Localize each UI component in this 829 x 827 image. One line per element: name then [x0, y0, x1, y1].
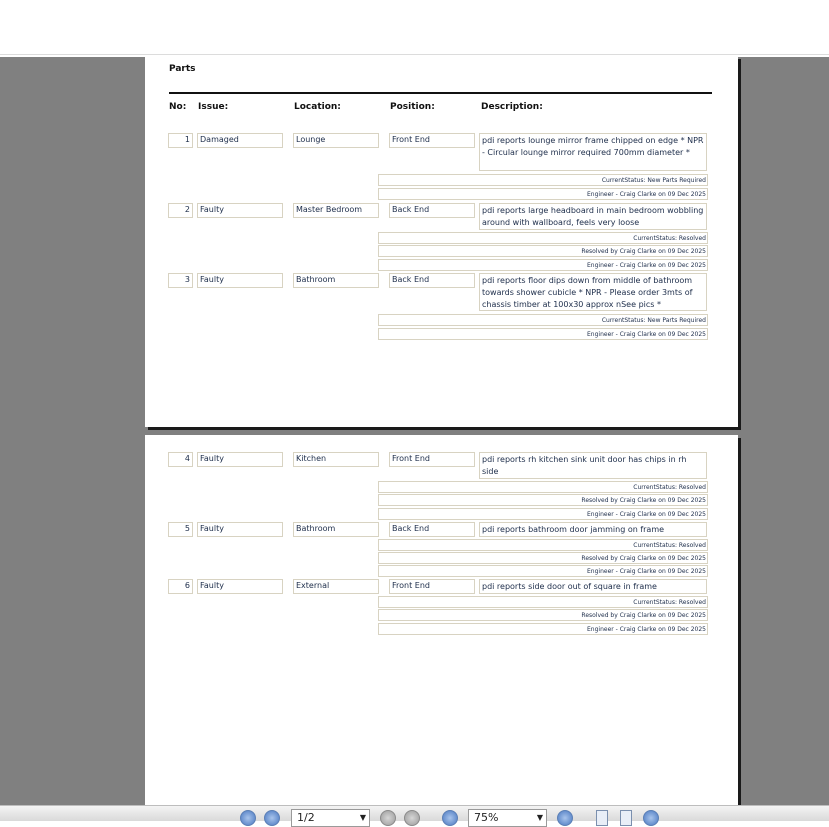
resolved-line: Resolved by Craig Clarke on 09 Dec 2025	[378, 245, 708, 257]
resolved-line: Resolved by Craig Clarke on 09 Dec 2025	[378, 494, 708, 506]
status-line: CurrentStatus: New Parts Required	[378, 174, 708, 186]
description-field: pdi reports floor dips down from middle of bathroom towards shower cubicle * NPR - Please order 3mts of chassis timber at 100x30 approx nSee pics *	[479, 273, 707, 311]
last-page-icon[interactable]	[404, 810, 420, 826]
position-field: Front End	[389, 133, 475, 148]
item-number: 2	[168, 203, 193, 218]
engineer-line: Engineer - Craig Clarke on 09 Dec 2025	[378, 259, 708, 271]
issue-field: Faulty	[197, 522, 283, 537]
engineer-line: Engineer - Craig Clarke on 09 Dec 2025	[378, 328, 708, 340]
description-field: pdi reports rh kitchen sink unit door has chips in rh side	[479, 452, 707, 479]
search-icon[interactable]	[643, 810, 659, 826]
report-page-2	[145, 435, 738, 805]
status-line: CurrentStatus: Resolved	[378, 481, 708, 493]
description-field: pdi reports bathroom door jamming on frame	[479, 522, 707, 537]
item-number: 5	[168, 522, 193, 537]
zoom-in-icon[interactable]	[442, 810, 458, 826]
status-line: CurrentStatus: Resolved	[378, 539, 708, 551]
zoom-select[interactable]	[468, 809, 547, 827]
item-number: 1	[168, 133, 193, 148]
status-line: CurrentStatus: New Parts Required	[378, 314, 708, 326]
position-field: Back End	[389, 203, 475, 218]
description-field: pdi reports side door out of square in frame	[479, 579, 707, 594]
next-page-icon[interactable]	[380, 810, 396, 826]
location-field: Master Bedroom	[293, 203, 379, 218]
page-number-value: 1/2	[297, 811, 315, 824]
column-header-position: Position:	[390, 102, 435, 112]
engineer-line: Engineer - Craig Clarke on 09 Dec 2025	[378, 508, 708, 520]
issue-field: Faulty	[197, 579, 283, 594]
report-page-1	[145, 57, 738, 427]
top-bar	[0, 0, 829, 55]
location-field: External	[293, 579, 379, 594]
engineer-line: Engineer - Craig Clarke on 09 Dec 2025	[378, 565, 708, 577]
resolved-line: Resolved by Craig Clarke on 09 Dec 2025	[378, 552, 708, 564]
column-header-issue: Issue:	[198, 102, 229, 112]
page-view-icon[interactable]	[596, 810, 608, 826]
description-field: pdi reports lounge mirror frame chipped on edge * NPR - Circular lounge mirror required 700mm diameter *	[479, 133, 707, 171]
item-number: 4	[168, 452, 193, 467]
column-header-no: No:	[169, 102, 187, 112]
header-divider	[169, 92, 712, 94]
issue-field: Faulty	[197, 273, 283, 288]
item-number: 3	[168, 273, 193, 288]
engineer-line: Engineer - Craig Clarke on 09 Dec 2025	[378, 623, 708, 635]
status-line: CurrentStatus: Resolved	[378, 232, 708, 244]
issue-field: Faulty	[197, 452, 283, 467]
resolved-line: Resolved by Craig Clarke on 09 Dec 2025	[378, 609, 708, 621]
issue-field: Damaged	[197, 133, 283, 148]
location-field: Kitchen	[293, 452, 379, 467]
issue-field: Faulty	[197, 203, 283, 218]
location-field: Bathroom	[293, 522, 379, 537]
location-field: Bathroom	[293, 273, 379, 288]
position-field: Front End	[389, 452, 475, 467]
zoom-value: 75%	[474, 811, 499, 824]
chevron-down-icon: ▼	[359, 813, 366, 822]
first-page-icon[interactable]	[240, 810, 256, 826]
previous-page-icon[interactable]	[264, 810, 280, 826]
clipboard-icon[interactable]	[620, 810, 632, 826]
engineer-line: Engineer - Craig Clarke on 09 Dec 2025	[378, 188, 708, 200]
zoom-out-icon[interactable]	[557, 810, 573, 826]
position-field: Front End	[389, 579, 475, 594]
chevron-down-icon: ▼	[536, 813, 543, 822]
location-field: Lounge	[293, 133, 379, 148]
status-line: CurrentStatus: Resolved	[378, 596, 708, 608]
position-field: Back End	[389, 273, 475, 288]
document-viewer[interactable]	[0, 57, 829, 805]
position-field: Back End	[389, 522, 475, 537]
column-header-description: Description:	[481, 102, 543, 112]
item-number: 6	[168, 579, 193, 594]
section-title: Parts	[169, 64, 196, 74]
pdf-toolbar	[0, 805, 829, 824]
page-number-select[interactable]	[291, 809, 370, 827]
description-field: pdi reports large headboard in main bedroom wobbling around with wallboard, feels very loose	[479, 203, 707, 230]
column-header-location: Location:	[294, 102, 341, 112]
